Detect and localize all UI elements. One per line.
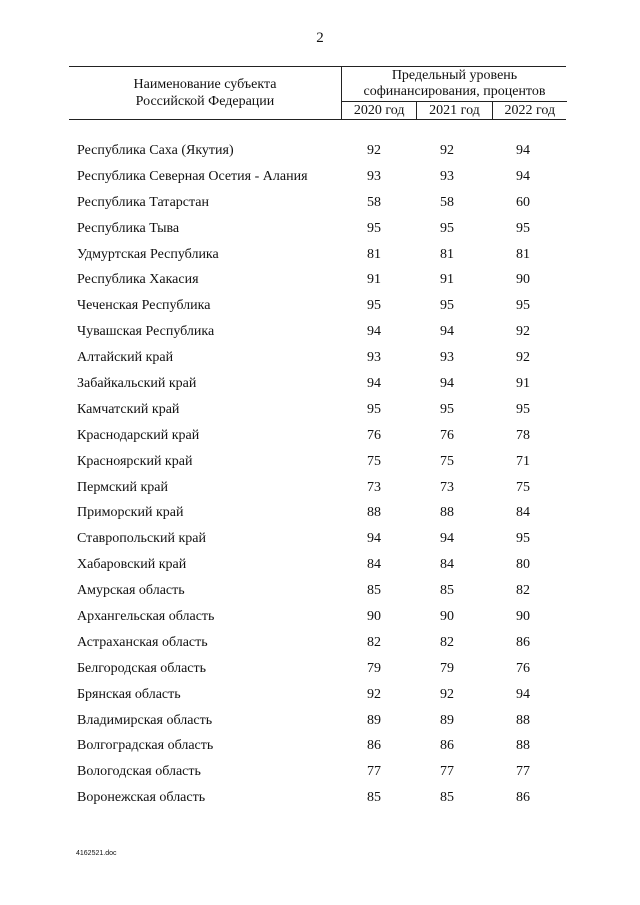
table-row: [0, 733, 640, 759]
table-row: [0, 785, 640, 811]
value-2020: 92: [367, 686, 381, 702]
table-row: [0, 656, 640, 682]
value-2022: 91: [516, 376, 530, 392]
value-2022: 88: [516, 738, 530, 754]
value-2020: 85: [367, 790, 381, 806]
value-2022: 95: [516, 401, 530, 417]
value-2020: 86: [367, 738, 381, 754]
value-2020: 77: [367, 764, 381, 780]
region-name: Амурская область: [77, 583, 185, 599]
region-name: Астраханская область: [77, 634, 208, 650]
value-2022: 76: [516, 660, 530, 676]
table-row: [0, 397, 640, 423]
table-row: [0, 449, 640, 475]
region-name: Забайкальский край: [77, 376, 197, 392]
table-header: [69, 66, 566, 120]
table-row: [0, 164, 640, 190]
value-2021: 79: [440, 660, 454, 676]
value-2020: 94: [367, 376, 381, 392]
value-2022: 86: [516, 634, 530, 650]
region-name: Красноярский край: [77, 453, 193, 469]
region-name: Республика Хакасия: [77, 272, 199, 288]
value-2020: 94: [367, 324, 381, 340]
table-row: [0, 319, 640, 345]
region-name: Архангельская область: [77, 609, 215, 625]
region-name: Краснодарский край: [77, 427, 200, 443]
table-row: [0, 371, 640, 397]
table-row: [0, 552, 640, 578]
value-2021: 91: [440, 272, 454, 288]
region-name: Вологодская область: [77, 764, 201, 780]
region-name: Удмуртская Республика: [77, 246, 219, 262]
value-2021: 75: [440, 453, 454, 469]
region-name: Белгородская область: [77, 660, 207, 676]
value-2020: 84: [367, 557, 381, 573]
region-name: Республика Северная Осетия - Алания: [77, 168, 308, 184]
year-header-2021: 2021 год: [416, 102, 491, 120]
table-row: [0, 500, 640, 526]
region-name: Приморский край: [77, 505, 184, 521]
value-2022: 77: [516, 764, 530, 780]
table-row: [0, 293, 640, 319]
value-2022: 95: [516, 298, 530, 314]
value-2021: 95: [440, 298, 454, 314]
table-row: [0, 526, 640, 552]
value-2020: 73: [367, 479, 381, 495]
region-name: Хабаровский край: [77, 557, 187, 573]
region-name: Чувашская Республика: [77, 324, 215, 340]
value-2022: 90: [516, 609, 530, 625]
region-name: Республика Саха (Якутия): [77, 143, 234, 158]
value-2020: 85: [367, 583, 381, 599]
region-name: Алтайский край: [77, 350, 174, 366]
region-name: Пермский край: [77, 479, 168, 495]
value-2022: 71: [516, 453, 530, 469]
value-2022: 84: [516, 505, 530, 521]
value-2022: 75: [516, 479, 530, 495]
cofinancing-level-header: [341, 67, 567, 119]
value-2020: 90: [367, 609, 381, 625]
cofinancing-header-line2: софинансирования, процентов: [363, 84, 546, 99]
value-2022: 92: [516, 324, 530, 340]
table-row: [0, 682, 640, 708]
value-2022: 92: [516, 350, 530, 366]
value-2020: 91: [367, 272, 381, 288]
value-2021: 94: [440, 376, 454, 392]
value-2022: 94: [516, 143, 530, 158]
region-name: Камчатский край: [77, 401, 180, 417]
table-row: [0, 759, 640, 785]
region-name: Волгоградская область: [77, 738, 214, 754]
value-2022: 94: [516, 168, 530, 184]
table-row: [0, 475, 640, 501]
table-row: [0, 578, 640, 604]
year-header-2020: 2020 год: [353, 103, 405, 118]
cofinancing-header-line1: Предельный уровень: [391, 68, 518, 83]
table-row: [0, 604, 640, 630]
value-2021: 85: [440, 583, 454, 599]
table-row: [0, 190, 640, 216]
value-2021: 94: [440, 531, 454, 547]
value-2021: 95: [440, 401, 454, 417]
value-2021: 93: [440, 350, 454, 366]
value-2020: 95: [367, 298, 381, 314]
year-headers: [342, 101, 567, 120]
value-2021: 95: [440, 220, 454, 236]
region-name: Республика Тыва: [77, 220, 180, 236]
value-2021: 81: [440, 246, 454, 262]
value-2021: 84: [440, 557, 454, 573]
value-2020: 93: [367, 350, 381, 366]
table-row: [0, 138, 640, 164]
value-2022: 88: [516, 712, 530, 728]
value-2020: 89: [367, 712, 381, 728]
value-2021: 77: [440, 764, 454, 780]
value-2020: 93: [367, 168, 381, 184]
value-2020: 88: [367, 505, 381, 521]
region-name-header-line1: Наименование субъекта: [133, 77, 277, 92]
value-2022: 90: [516, 272, 530, 288]
value-2020: 95: [367, 220, 381, 236]
table-row: [0, 630, 640, 656]
table-body: [0, 138, 640, 811]
region-name-header: [69, 67, 341, 119]
value-2021: 76: [440, 427, 454, 443]
region-name: Чеченская Республика: [77, 298, 211, 314]
table-row: [0, 267, 640, 293]
region-name: Владимирская область: [77, 712, 213, 728]
table-row: [0, 708, 640, 734]
value-2022: 86: [516, 790, 530, 806]
value-2020: 95: [367, 401, 381, 417]
value-2022: 82: [516, 583, 530, 599]
table-row: [0, 345, 640, 371]
value-2021: 85: [440, 790, 454, 806]
value-2020: 81: [367, 246, 381, 262]
table-row: [0, 423, 640, 449]
table-row: [0, 242, 640, 268]
value-2020: 58: [367, 194, 381, 210]
value-2021: 94: [440, 324, 454, 340]
value-2022: 95: [516, 220, 530, 236]
value-2022: 78: [516, 427, 530, 443]
value-2021: 58: [440, 194, 454, 210]
value-2022: 94: [516, 686, 530, 702]
region-name: Республика Татарстан: [77, 194, 210, 210]
value-2021: 82: [440, 634, 454, 650]
value-2022: 81: [516, 246, 530, 262]
value-2021: 88: [440, 505, 454, 521]
value-2021: 92: [440, 686, 454, 702]
value-2021: 92: [440, 143, 454, 158]
value-2021: 86: [440, 738, 454, 754]
value-2020: 75: [367, 453, 381, 469]
year-header-2022: 2022 год: [492, 102, 567, 120]
value-2020: 94: [367, 531, 381, 547]
table-row: [0, 216, 640, 242]
page-number: 2: [316, 30, 324, 46]
region-name: Брянская область: [77, 686, 181, 702]
value-2021: 73: [440, 479, 454, 495]
value-2020: 79: [367, 660, 381, 676]
region-name-header-line2: Российской Федерации: [135, 94, 275, 109]
region-name: Ставропольский край: [77, 531, 206, 547]
value-2021: 89: [440, 712, 454, 728]
value-2020: 82: [367, 634, 381, 650]
value-2021: 93: [440, 168, 454, 184]
value-2020: 92: [367, 143, 381, 158]
region-name: Воронежская область: [77, 790, 206, 806]
value-2020: 76: [367, 427, 381, 443]
value-2022: 95: [516, 531, 530, 547]
value-2022: 60: [516, 194, 530, 210]
value-2021: 90: [440, 609, 454, 625]
document-filename: 4162521.doc: [76, 850, 117, 857]
value-2022: 80: [516, 557, 530, 573]
